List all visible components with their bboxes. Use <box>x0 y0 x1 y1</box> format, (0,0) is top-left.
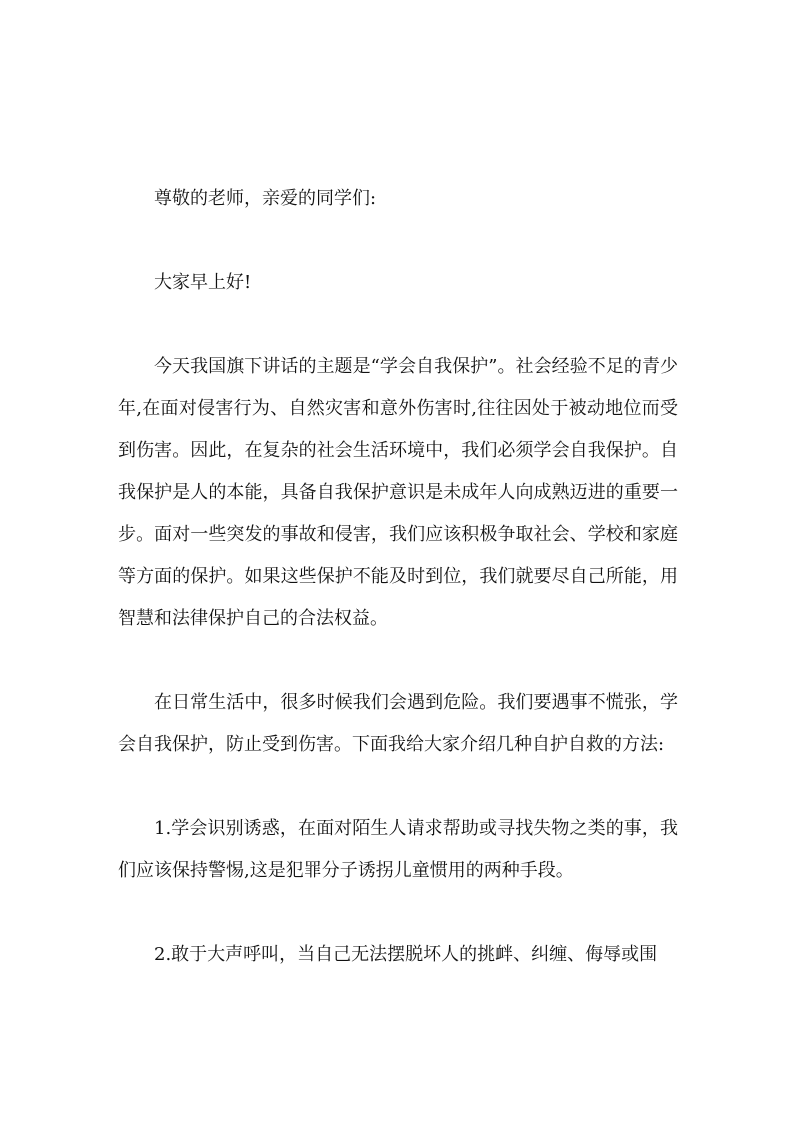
paragraph-daily-life: 在日常生活中，很多时候我们会遇到危险。我们要遇事不慌张，学会自我保护，防止受到伤害。下面我给大家介绍几种自护自救的方法: <box>118 692 678 755</box>
salutation: 尊敬的老师，亲爱的同学们: <box>154 188 377 209</box>
speech-body <box>118 178 678 976</box>
paragraph-tip-2: 2.敢于大声呼叫，当自己无法摆脱坏人的挑衅、纠缠、侮辱或围 <box>154 944 658 965</box>
paragraph-topic: 今天我国旗下讲话的主题是“学会自我保护”。社会经验不足的青少年,在面对侵害行为、自然灾害和意外伤害时,往往因处于被动地位而受到伤害。因此，在复杂的社会生活环境中，我们必须学会自我保护。自我保护是人的本能，具备自我保护意识是未成年人向成熟迈进的重要一步。面对一些突发的事故和侵害，我们应该积极争取社会、学校和家庭等方面的保护。如果这些保护不能及时到位，我们就要尽自己所能，用智慧和法律保护自己的合法权益。 <box>118 356 678 629</box>
greeting: 大家早上好! <box>154 272 252 293</box>
paragraph-tip-1: 1.学会识别诱惑，在面对陌生人请求帮助或寻找失物之类的事，我们应该保持警惕,这是犯罪分子诱拐儿童惯用的两种手段。 <box>118 818 678 881</box>
